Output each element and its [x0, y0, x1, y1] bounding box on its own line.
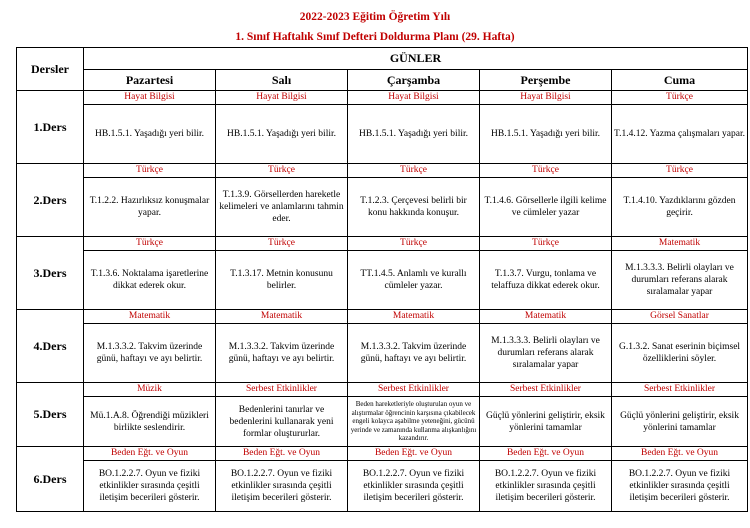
subject-cell: Serbest Etkinlikler	[348, 383, 480, 397]
header-dersler: Dersler	[17, 48, 84, 91]
subject-cell: Serbest Etkinlikler	[480, 383, 612, 397]
subject-cell: Türkçe	[216, 164, 348, 178]
outcome-cell: Mü.1.A.8. Öğrendiği müzikleri birlikte seslendirir.	[84, 397, 216, 447]
subject-cell: Müzik	[84, 383, 216, 397]
outcome-cell: Beden hareketleriyle oluşturulan oyun ve alıştırmalar öğrencinin karşısına çıkabilecek engeli kolayca aşabilme yeteneğini, gücünü yerinde ve zamanında kullanma alışkanlığını kazandırır.	[348, 397, 480, 447]
outcome-cell: G.1.3.2. Sanat eserinin biçimsel özelliklerini söyler.	[612, 324, 748, 383]
subject-cell: Türkçe	[348, 164, 480, 178]
subject-cell: Matematik	[216, 310, 348, 324]
document-title: 2022-2023 Eğitim Öğretim Yılı	[299, 11, 451, 23]
outcome-cell: TT.1.4.5. Anlamlı ve kurallı cümleler yazar.	[348, 251, 480, 310]
document-subtitle: 1. Sınıf Haftalık Sınıf Defteri Doldurma Planı (29. Hafta)	[235, 31, 515, 43]
content-row	[17, 324, 748, 383]
content-row	[17, 178, 748, 237]
subject-cell: Beden Eğt. ve Oyun	[612, 447, 748, 461]
outcome-cell: Bedenlerini tanırlar ve bedenlerini kullanarak yeni formlar oluştururlar.	[216, 397, 348, 447]
subject-cell: Serbest Etkinlikler	[612, 383, 748, 397]
subject-cell: Hayat Bilgisi	[480, 91, 612, 105]
outcome-cell: T.1.3.9. Görsellerden hareketle kelimeleri ve anlamlarını tahmin eder.	[216, 178, 348, 237]
outcome-cell: M.1.3.3.3. Belirli olayları ve durumları referans alarak sıralamalar yapar	[480, 324, 612, 383]
subject-row	[17, 164, 748, 178]
outcome-cell: Güçlü yönlerini geliştirir, eksik yönlerini tamamlar	[612, 397, 748, 447]
lesson-label: 5.Ders	[17, 383, 84, 447]
outcome-cell: M.1.3.3.3. Belirli olayları ve durumları referans alarak sıralamalar yapar	[612, 251, 748, 310]
subject-cell: Beden Eğt. ve Oyun	[84, 447, 216, 461]
outcome-cell: T.1.3.17. Metnin konusunu belirler.	[216, 251, 348, 310]
lesson-label: 3.Ders	[17, 237, 84, 310]
outcome-cell: HB.1.5.1. Yaşadığı yeri bilir.	[480, 105, 612, 164]
lesson-label: 1.Ders	[17, 91, 84, 164]
outcome-cell: T.1.3.6. Noktalama işaretlerine dikkat ederek okur.	[84, 251, 216, 310]
subject-cell: Türkçe	[348, 237, 480, 251]
subject-cell: Hayat Bilgisi	[216, 91, 348, 105]
outcome-cell: BO.1.2.2.7. Oyun ve fiziki etkinlikler sırasında çeşitli iletişim becerileri gösterir.	[348, 461, 480, 512]
content-row	[17, 461, 748, 512]
subject-cell: Türkçe	[84, 237, 216, 251]
outcome-cell: HB.1.5.1. Yaşadığı yeri bilir.	[84, 105, 216, 164]
day-header: Pazartesi	[84, 70, 216, 91]
content-row	[17, 105, 748, 164]
lesson-label: 6.Ders	[17, 447, 84, 512]
outcome-cell: M.1.3.3.2. Takvim üzerinde günü, haftayı ve ayı belirtir.	[348, 324, 480, 383]
subject-cell: Türkçe	[612, 91, 748, 105]
day-header: Perşembe	[480, 70, 612, 91]
subject-cell: Matematik	[84, 310, 216, 324]
subject-cell: Hayat Bilgisi	[348, 91, 480, 105]
outcome-cell: Güçlü yönlerini geliştirir, eksik yönlerini tamamlar	[480, 397, 612, 447]
outcome-cell: T.1.2.2. Hazırlıksız konuşmalar yapar.	[84, 178, 216, 237]
subject-cell: Görsel Sanatlar	[612, 310, 748, 324]
subject-cell: Türkçe	[480, 237, 612, 251]
outcome-cell: T.1.2.3. Çerçevesi belirli bir konu hakkında konuşur.	[348, 178, 480, 237]
subject-cell: Matematik	[480, 310, 612, 324]
outcome-cell: T.1.4.10. Yazdıklarını gözden geçirir.	[612, 178, 748, 237]
header-gunler: GÜNLER	[84, 48, 748, 70]
subject-cell: Türkçe	[216, 237, 348, 251]
weekly-plan-table	[16, 47, 748, 512]
subject-cell: Beden Eğt. ve Oyun	[348, 447, 480, 461]
subject-cell: Türkçe	[480, 164, 612, 178]
lesson-label: 2.Ders	[17, 164, 84, 237]
subject-row	[17, 91, 748, 105]
subject-cell: Türkçe	[84, 164, 216, 178]
outcome-cell: BO.1.2.2.7. Oyun ve fiziki etkinlikler sırasında çeşitli iletişim becerileri gösterir.	[480, 461, 612, 512]
day-header: Çarşamba	[348, 70, 480, 91]
subject-cell: Türkçe	[612, 164, 748, 178]
content-row	[17, 397, 748, 447]
outcome-cell: T.1.4.12. Yazma çalışmaları yapar.	[612, 105, 748, 164]
outcome-cell: HB.1.5.1. Yaşadığı yeri bilir.	[216, 105, 348, 164]
subject-row	[17, 383, 748, 397]
lesson-label: 4.Ders	[17, 310, 84, 383]
subject-cell: Matematik	[612, 237, 748, 251]
subject-cell: Beden Eğt. ve Oyun	[480, 447, 612, 461]
outcome-cell: T.1.3.7. Vurgu, tonlama ve telaffuza dikkat ederek okur.	[480, 251, 612, 310]
content-row	[17, 251, 748, 310]
outcome-cell: BO.1.2.2.7. Oyun ve fiziki etkinlikler sırasında çeşitli iletişim becerileri gösterir.	[84, 461, 216, 512]
subject-cell: Hayat Bilgisi	[84, 91, 216, 105]
subject-cell: Matematik	[348, 310, 480, 324]
subject-cell: Beden Eğt. ve Oyun	[216, 447, 348, 461]
outcome-cell: BO.1.2.2.7. Oyun ve fiziki etkinlikler sırasında çeşitli iletişim becerileri gösterir.	[612, 461, 748, 512]
day-header: Cuma	[612, 70, 748, 91]
outcome-cell: HB.1.5.1. Yaşadığı yeri bilir.	[348, 105, 480, 164]
subject-row	[17, 237, 748, 251]
subject-row	[17, 447, 748, 461]
outcome-cell: M.1.3.3.2. Takvim üzerinde günü, haftayı ve ayı belirtir.	[216, 324, 348, 383]
outcome-cell: M.1.3.3.2. Takvim üzerinde günü, haftayı ve ayı belirtir.	[84, 324, 216, 383]
day-header: Salı	[216, 70, 348, 91]
subject-row	[17, 310, 748, 324]
outcome-cell: T.1.4.6. Görsellerle ilgili kelime ve cümleler yazar	[480, 178, 612, 237]
subject-cell: Serbest Etkinlikler	[216, 383, 348, 397]
outcome-cell: BO.1.2.2.7. Oyun ve fiziki etkinlikler sırasında çeşitli iletişim becerileri gösterir.	[216, 461, 348, 512]
